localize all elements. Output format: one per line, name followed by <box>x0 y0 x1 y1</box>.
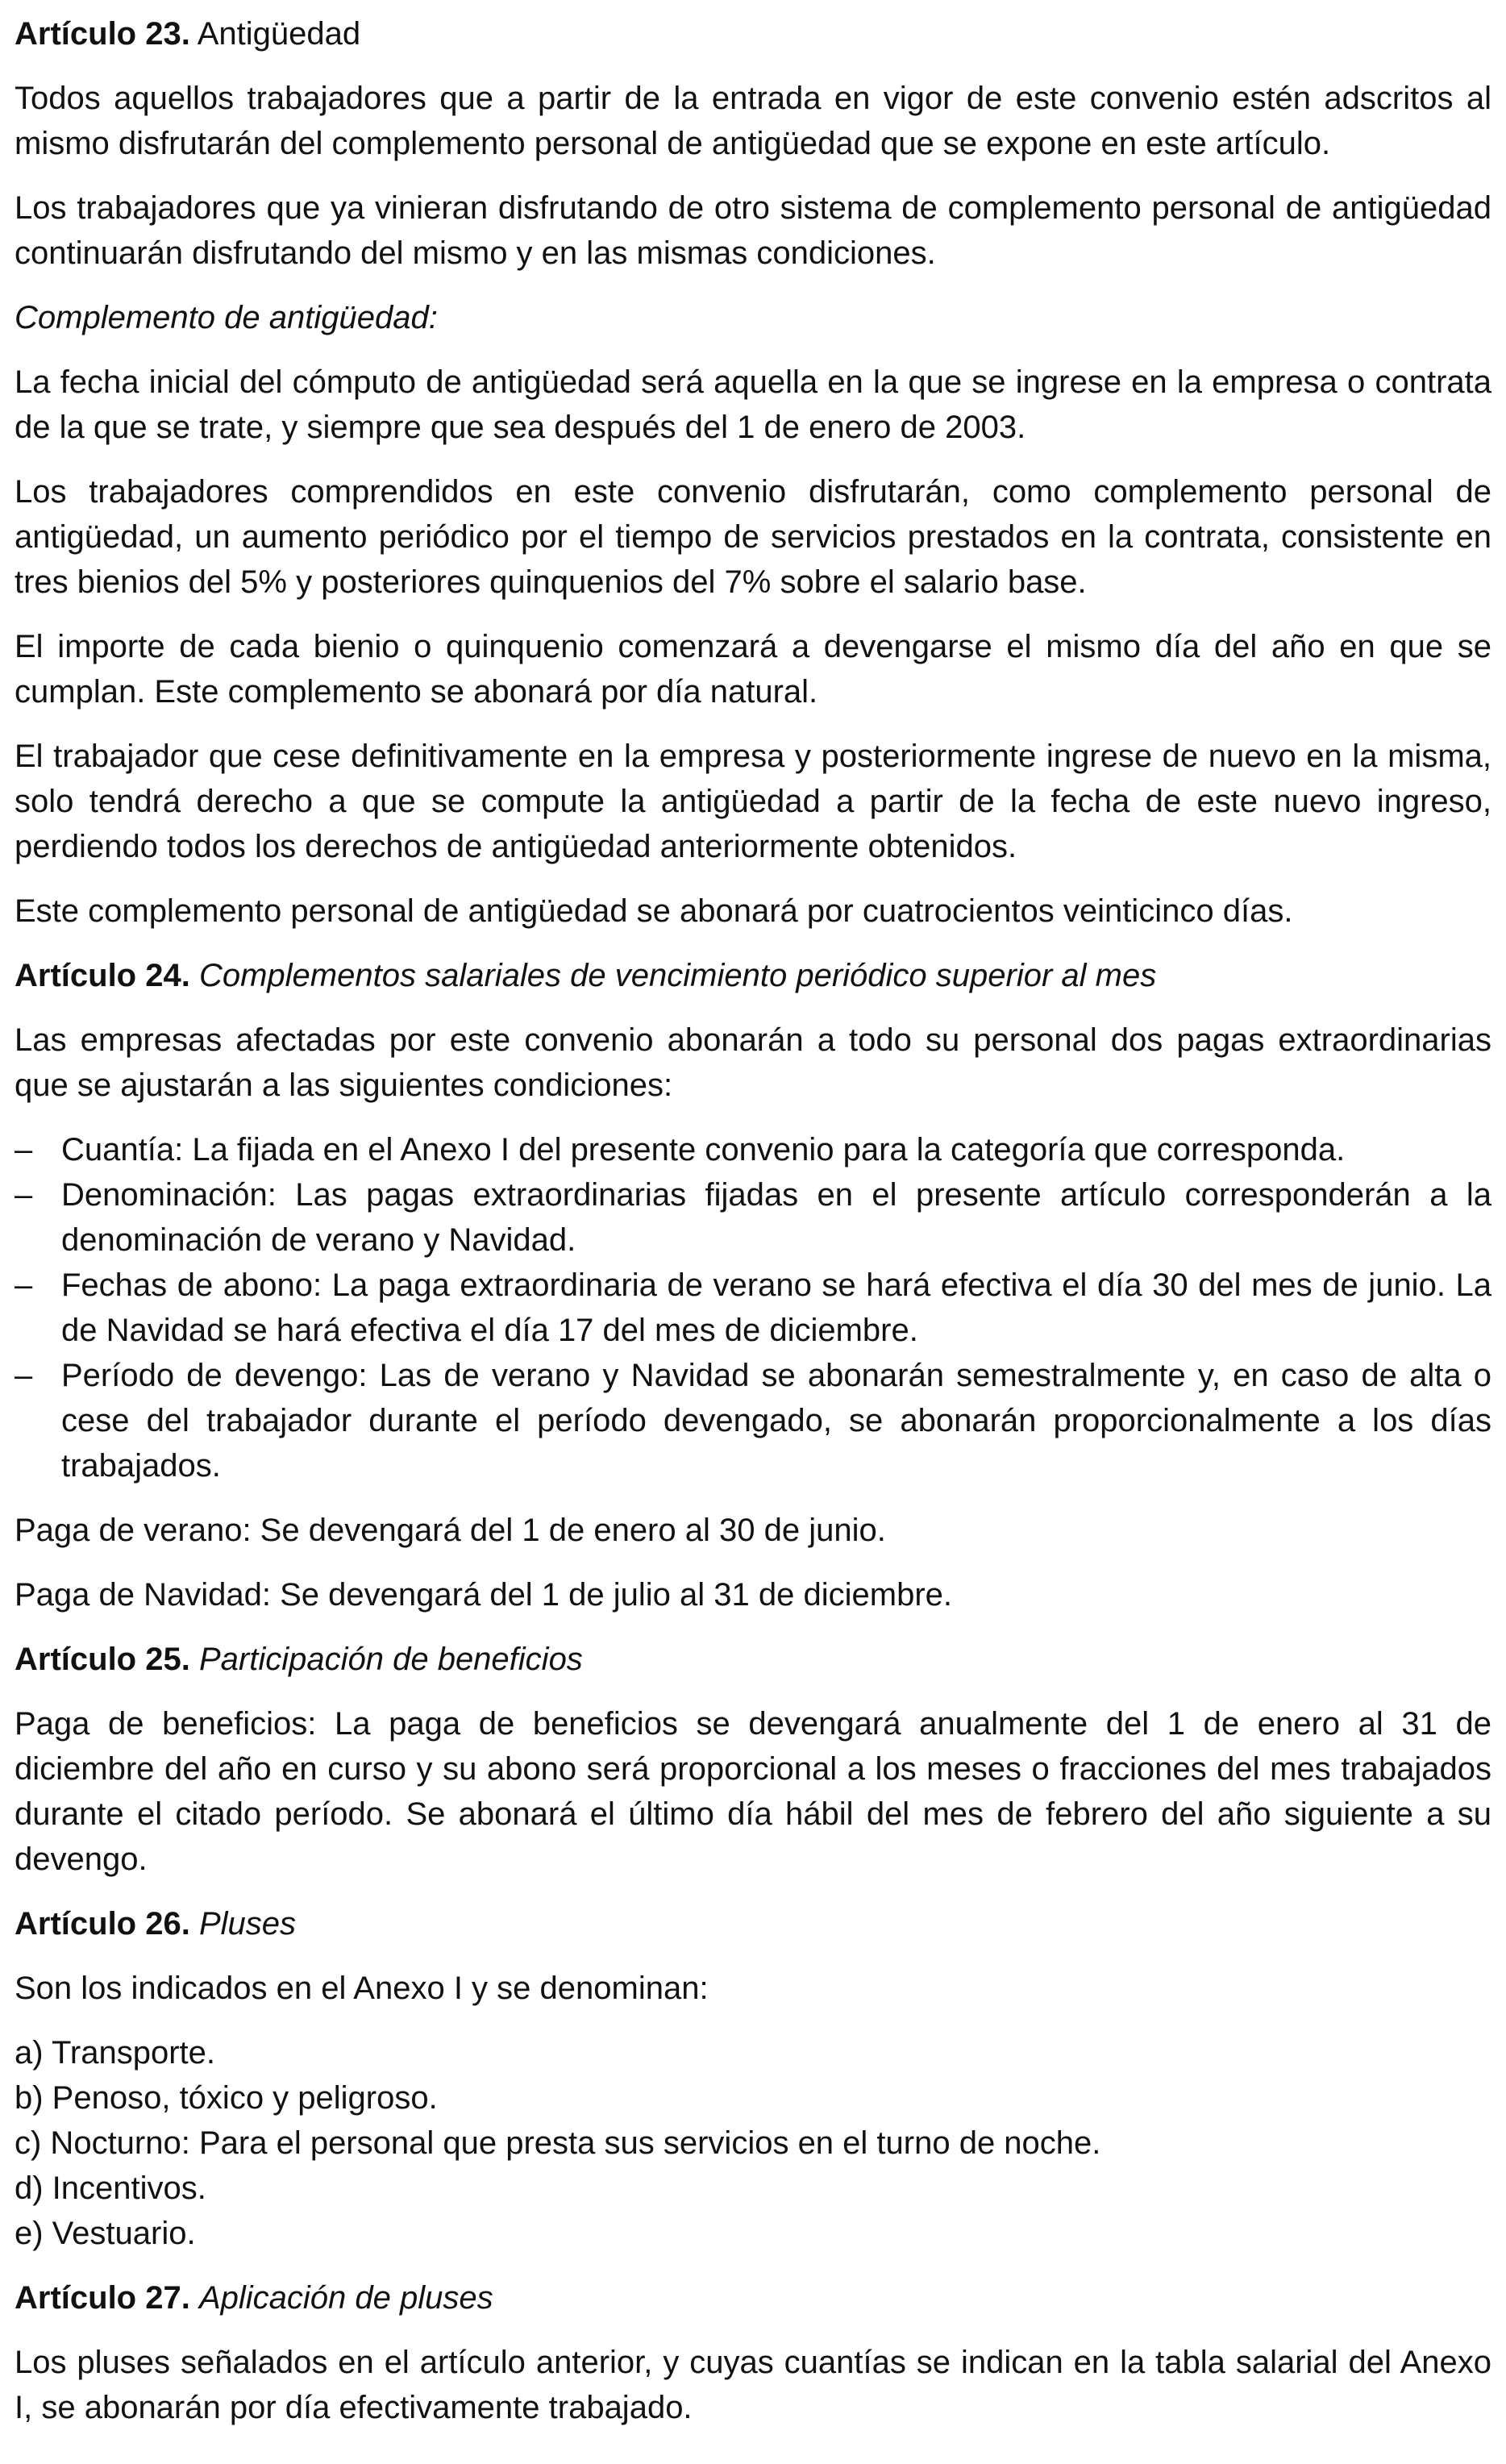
dash-bullet: – <box>15 1358 33 1393</box>
article-26-intro: Son los indicados en el Anexo I y se denominan: <box>15 1971 709 2006</box>
list-item: e) Vestuario. <box>15 2216 196 2251</box>
list-item-text: Cuantía: La fijada en el Anexo I del presente convenio para la categoría que corresponda. <box>61 1132 1346 1167</box>
article-26-pluses-list <box>15 2030 1491 2256</box>
list-item-text: Denominación: Las pagas extraordinarias fijadas en el presente artículo corresponderán a la denominación de verano y Navidad. <box>61 1177 1491 1258</box>
article-23-paragraph-2: Los trabajadores que ya vinieran disfrutando de otro sistema de complemento personal de antigüedad continuarán disfrutando del mismo y en las mismas condiciones. <box>15 190 1491 271</box>
dash-bullet: – <box>15 1132 33 1167</box>
list-item: d) Incentivos. <box>15 2171 206 2206</box>
document-page <box>15 11 1491 2449</box>
list-item: c) Nocturno: Para el personal que presta sus servicios en el turno de noche. <box>15 2125 1101 2161</box>
article-23-subheading-text: Complemento de antigüedad: <box>15 300 438 335</box>
article-23-label: Artículo 23. <box>15 16 190 52</box>
list-item <box>15 1353 1491 1488</box>
article-27-heading <box>15 2275 1491 2320</box>
article-23-title: Antigüedad <box>197 16 361 52</box>
article-24-label: Artículo 24. <box>15 958 190 993</box>
article-26-title: Pluses <box>198 1906 297 1942</box>
article-24-title: Complementos salariales de vencimiento periódico superior al mes <box>198 958 1157 993</box>
article-24-heading <box>15 953 1491 998</box>
article-25-label: Artículo 25. <box>15 1642 190 1677</box>
dash-bullet: – <box>15 1177 33 1213</box>
article-24-conditions-list <box>15 1127 1491 1488</box>
article-27-paragraph-1: Los pluses señalados en el artículo anterior, y cuyas cuantías se indican en la tabla salarial del Anexo I, se abonarán por día efectivamente trabajado. <box>15 2345 1491 2425</box>
article-26-label: Artículo 26. <box>15 1906 190 1942</box>
article-24-summer-pay: Paga de verano: Se devengará del 1 de enero al 30 de junio. <box>15 1513 886 1548</box>
article-23-paragraph-5: El importe de cada bienio o quinquenio comenzará a devengarse el mismo día del año en que se cumplan. Este complemento se abonará por día natural. <box>15 629 1491 710</box>
article-23-paragraph-1: Todos aquellos trabajadores que a partir de la entrada en vigor de este convenio estén adscritos al mismo disfrutarán del complemento personal de antigüedad que se expone en este artículo. <box>15 81 1491 161</box>
article-24-intro: Las empresas afectadas por este convenio abonarán a todo su personal dos pagas extraordinarias que se ajustarán a las siguientes condiciones: <box>15 1022 1491 1103</box>
article-27-title: Aplicación de pluses <box>198 2280 493 2316</box>
article-23-paragraph-4: Los trabajadores comprendidos en este convenio disfrutarán, como complemento personal de antigüedad, un aumento periódico por el tiempo de servicios prestados en la contrata, consistente en tres bienios del 5% y posteriores quinquenios del 7% sobre el salario base. <box>15 474 1491 600</box>
article-24-christmas-pay: Paga de Navidad: Se devengará del 1 de julio al 31 de diciembre. <box>15 1577 953 1613</box>
list-item: a) Transporte. <box>15 2035 216 2071</box>
list-item: b) Penoso, tóxico y peligroso. <box>15 2080 438 2116</box>
article-25-paragraph-1: Paga de beneficios: La paga de beneficios se devengará anualmente del 1 de enero al 31 de diciembre del año en curso y su abono será proporcional a los meses o fracciones del mes trabajados durante el citado período. Se abonará el último día hábil del mes de febrero del año siguiente a su devengo. <box>15 1706 1491 1877</box>
dash-bullet: – <box>15 1267 33 1303</box>
article-25-title: Participación de beneficios <box>198 1642 583 1677</box>
list-item <box>15 1172 1491 1263</box>
article-23-paragraph-7: Este complemento personal de antigüedad se abonará por cuatrocientos veinticinco días. <box>15 893 1293 929</box>
article-25-heading <box>15 1637 1491 1682</box>
article-23-paragraph-6: El trabajador que cese definitivamente en la empresa y posteriormente ingrese de nuevo en la misma, solo tendrá derecho a que se compute la antigüedad a partir de la fecha de este nuevo ingreso, perdiendo todos los derechos de antigüedad anteriormente obtenidos. <box>15 739 1491 864</box>
article-26-heading <box>15 1901 1491 1946</box>
list-item <box>15 1127 1491 1172</box>
article-23-paragraph-3: La fecha inicial del cómputo de antigüedad será aquella en la que se ingrese en la empresa o contrata de la que se trate, y siempre que sea después del 1 de enero de 2003. <box>15 364 1491 445</box>
article-23-heading <box>15 11 1491 56</box>
list-item-text: Período de devengo: Las de verano y Navidad se abonarán semestralmente y, en caso de alta o cese del trabajador durante el período devengado, se abonarán proporcionalmente a los días trabajados. <box>61 1358 1491 1484</box>
list-item <box>15 1263 1491 1353</box>
article-23-subheading <box>15 295 1491 340</box>
list-item-text: Fechas de abono: La paga extraordinaria de verano se hará efectiva el día 30 del mes de junio. La de Navidad se hará efectiva el día 17 del mes de diciembre. <box>61 1267 1491 1348</box>
article-27-label: Artículo 27. <box>15 2280 190 2316</box>
